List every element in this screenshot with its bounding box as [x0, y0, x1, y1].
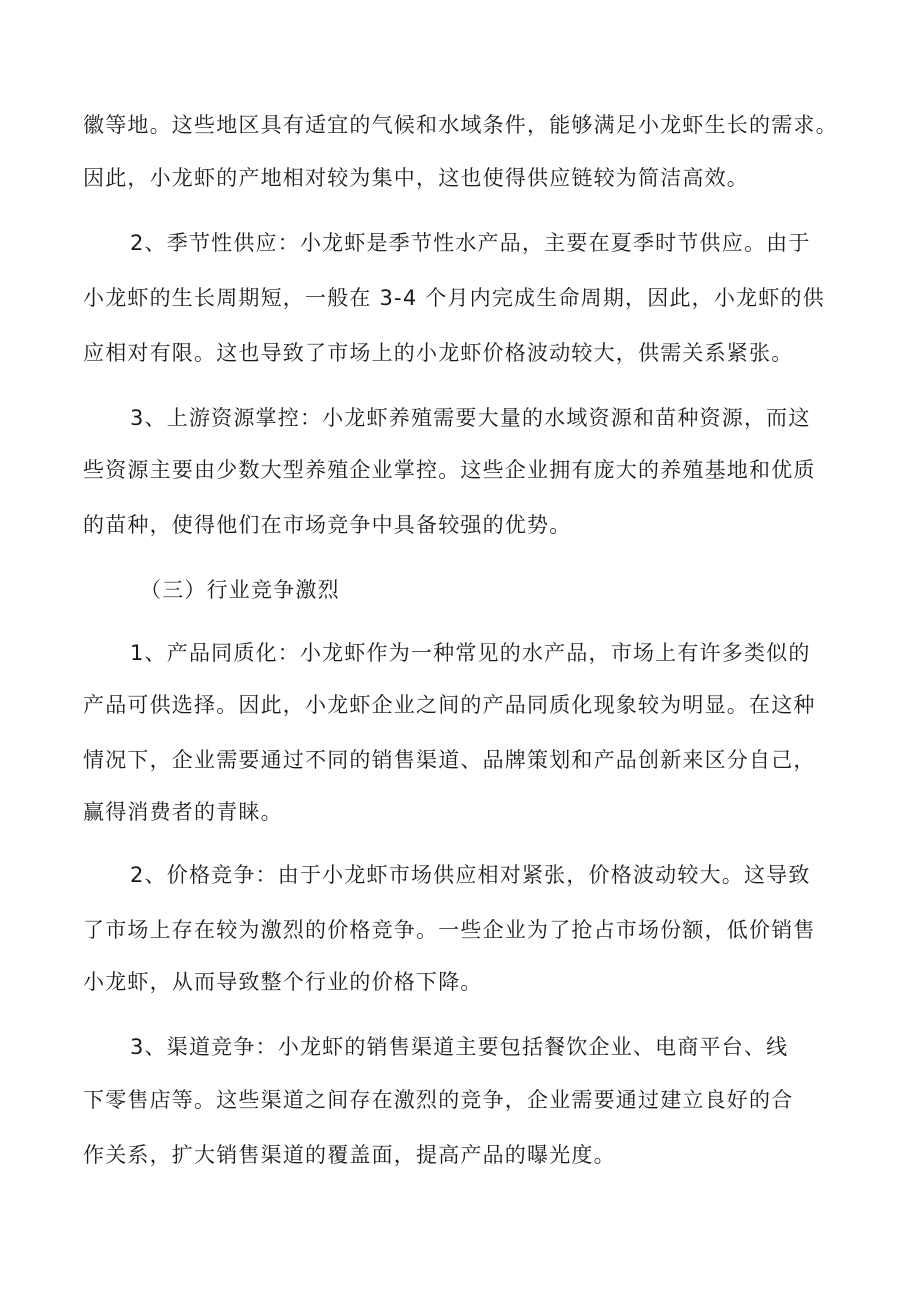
text-line: 3、上游资源掌控：小龙虾养殖需要大量的水域资源和苗种资源，而这 — [130, 406, 811, 430]
text-line: 2、价格竞争：由于小龙虾市场供应相对紧张，价格波动较大。这导致 — [130, 863, 811, 887]
text-line: 应相对有限。这也导致了市场上的小龙虾价格波动较大，供需关系紧张。 — [83, 341, 794, 365]
section-heading-text: （三）行业竞争激烈 — [140, 578, 340, 602]
text-line: 的苗种，使得他们在市场竞争中具备较强的优势。 — [83, 513, 572, 537]
text-line: 产品可供选择。因此，小龙虾企业之间的产品同质化现象较为明显。在这种 — [83, 693, 816, 717]
text-line: 小龙虾，从而导致整个行业的价格下降。 — [83, 970, 483, 994]
text-line: 赢得消费者的青睐。 — [83, 800, 283, 824]
text-line: 情况下，企业需要通过不同的销售渠道、品牌策划和产品创新来区分自己， — [83, 748, 816, 772]
text-line: 小龙虾的生长周期短，一般在 3-4 个月内完成生命周期，因此，小龙虾的供 — [83, 286, 825, 310]
text-line: 下零售店等。这些渠道之间存在激烈的竞争，企业需要通过建立良好的合 — [83, 1088, 794, 1112]
text-line: 些资源主要由少数大型养殖企业掌控。这些企业拥有庞大的养殖基地和优质 — [83, 458, 816, 482]
text-line: 2、季节性供应：小龙虾是季节性水产品，主要在夏季时节供应。由于 — [130, 231, 811, 255]
text-line: 作关系，扩大销售渠道的覆盖面，提高产品的曝光度。 — [83, 1143, 616, 1167]
text-line: 3、渠道竞争：小龙虾的销售渠道主要包括餐饮企业、电商平台、线 — [130, 1035, 789, 1059]
text-line: 因此，小龙虾的产地相对较为集中，这也使得供应链较为简洁高效。 — [83, 166, 749, 190]
text-line: 徽等地。这些地区具有适宜的气候和水域条件，能够满足小龙虾生长的需求。 — [83, 113, 838, 137]
text-line: 1、产品同质化：小龙虾作为一种常见的水产品，市场上有许多类似的 — [130, 641, 811, 665]
text-line: 了市场上存在较为激烈的价格竞争。一些企业为了抢占市场份额，低价销售 — [83, 918, 816, 942]
